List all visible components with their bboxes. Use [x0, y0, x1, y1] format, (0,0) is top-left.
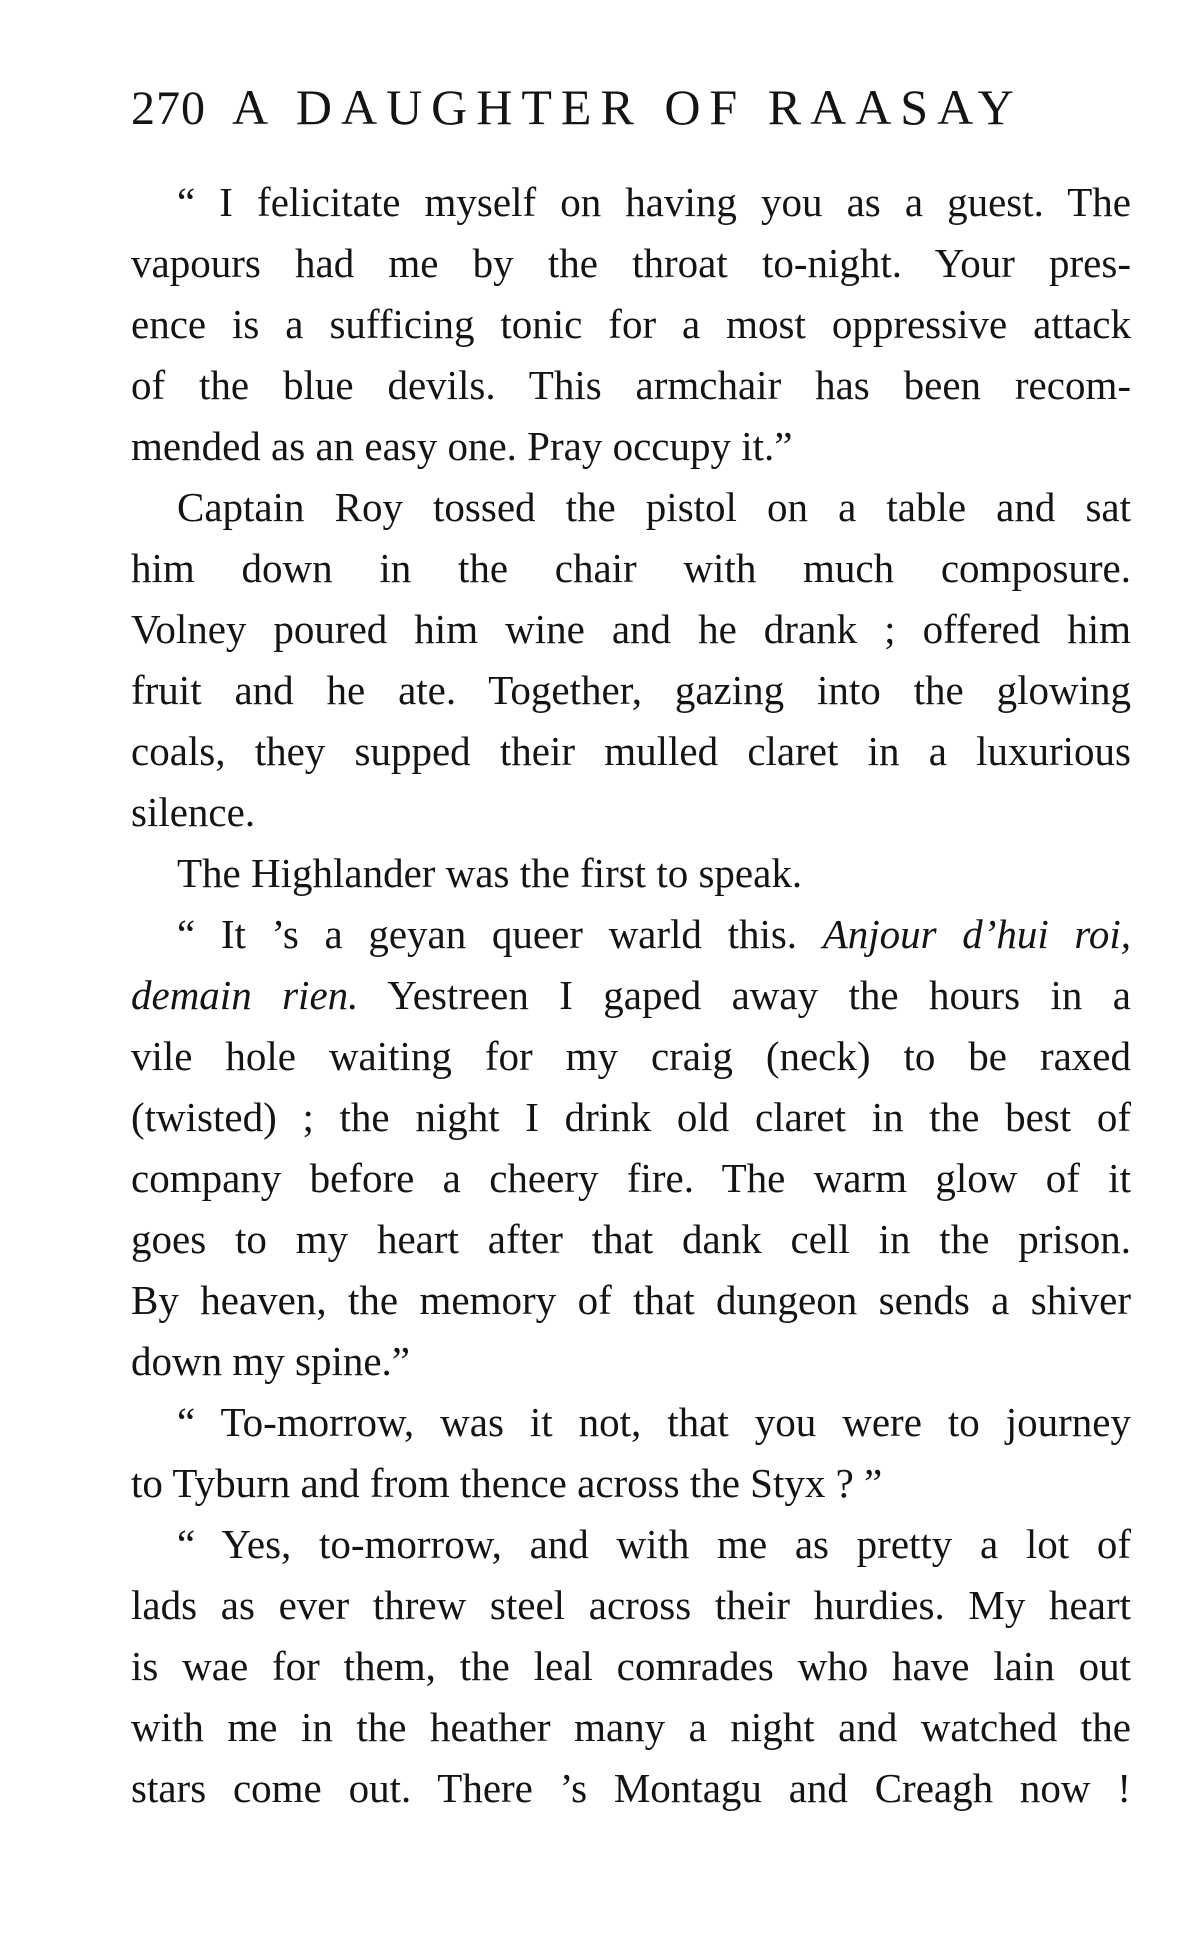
text-line: fruit and he ate. Together, gazing into the glowing: [131, 667, 1131, 713]
text-segment: Yestreen I gaped away the hours in a: [387, 972, 1131, 1018]
text-line: [131, 965, 1131, 1026]
text-line: is wae for them, the leal comrades who have lain out: [131, 1643, 1131, 1689]
text-line: Captain Roy tossed the pistol on a table and sat: [177, 484, 1131, 530]
text-line: down my spine.”: [131, 1338, 410, 1384]
page-header: [131, 78, 1121, 148]
text-line: Volney poured him wine and he drank ; offered him: [131, 606, 1131, 652]
text-line: The Highlander was the first to speak.: [177, 850, 803, 896]
text-line: By heaven, the memory of that dungeon sends a shiver: [131, 1277, 1131, 1323]
text-line: of the blue devils. This armchair has been recom-: [131, 362, 1131, 408]
text-segment: “ It ’s a geyan queer warld this.: [177, 911, 798, 957]
body-text: [131, 172, 1131, 1819]
italic-phrase: Anjour d’hui roi,: [822, 911, 1131, 957]
text-line: “ To-morrow, was it not, that you were to journey: [177, 1399, 1131, 1445]
text-line: “ I felicitate myself on having you as a guest. The: [177, 179, 1131, 225]
text-line: to Tyburn and from thence across the Styx ? ”: [131, 1460, 883, 1506]
text-line: silence.: [131, 789, 256, 835]
text-line: [131, 904, 1131, 965]
text-line: stars come out. There ’s Montagu and Creagh now !: [131, 1765, 1131, 1811]
italic-phrase: demain rien.: [131, 972, 359, 1018]
text-line: goes to my heart after that dank cell in the prison.: [131, 1216, 1131, 1262]
running-title: A DAUGHTER OF RAASAY: [232, 79, 1023, 135]
text-line: ence is a sufficing tonic for a most oppressive attack: [131, 301, 1131, 347]
text-line: coals, they supped their mulled claret in a luxurious: [131, 728, 1131, 774]
text-line: him down in the chair with much composure.: [131, 545, 1131, 591]
text-line: “ Yes, to-morrow, and with me as pretty a lot of: [177, 1521, 1131, 1567]
text-line: (twisted) ; the night I drink old claret in the best of: [131, 1094, 1131, 1140]
text-line: mended as an easy one. Pray occupy it.”: [131, 423, 793, 469]
text-line: company before a cheery fire. The warm glow of it: [131, 1155, 1131, 1201]
text-line: vapours had me by the throat to-night. Your pres-: [131, 240, 1131, 286]
text-line: with me in the heather many a night and watched the: [131, 1704, 1131, 1750]
text-line: vile hole waiting for my craig (neck) to be raxed: [131, 1033, 1131, 1079]
page-number: 270: [131, 82, 206, 135]
text-line: lads as ever threw steel across their hurdies. My heart: [131, 1582, 1131, 1628]
